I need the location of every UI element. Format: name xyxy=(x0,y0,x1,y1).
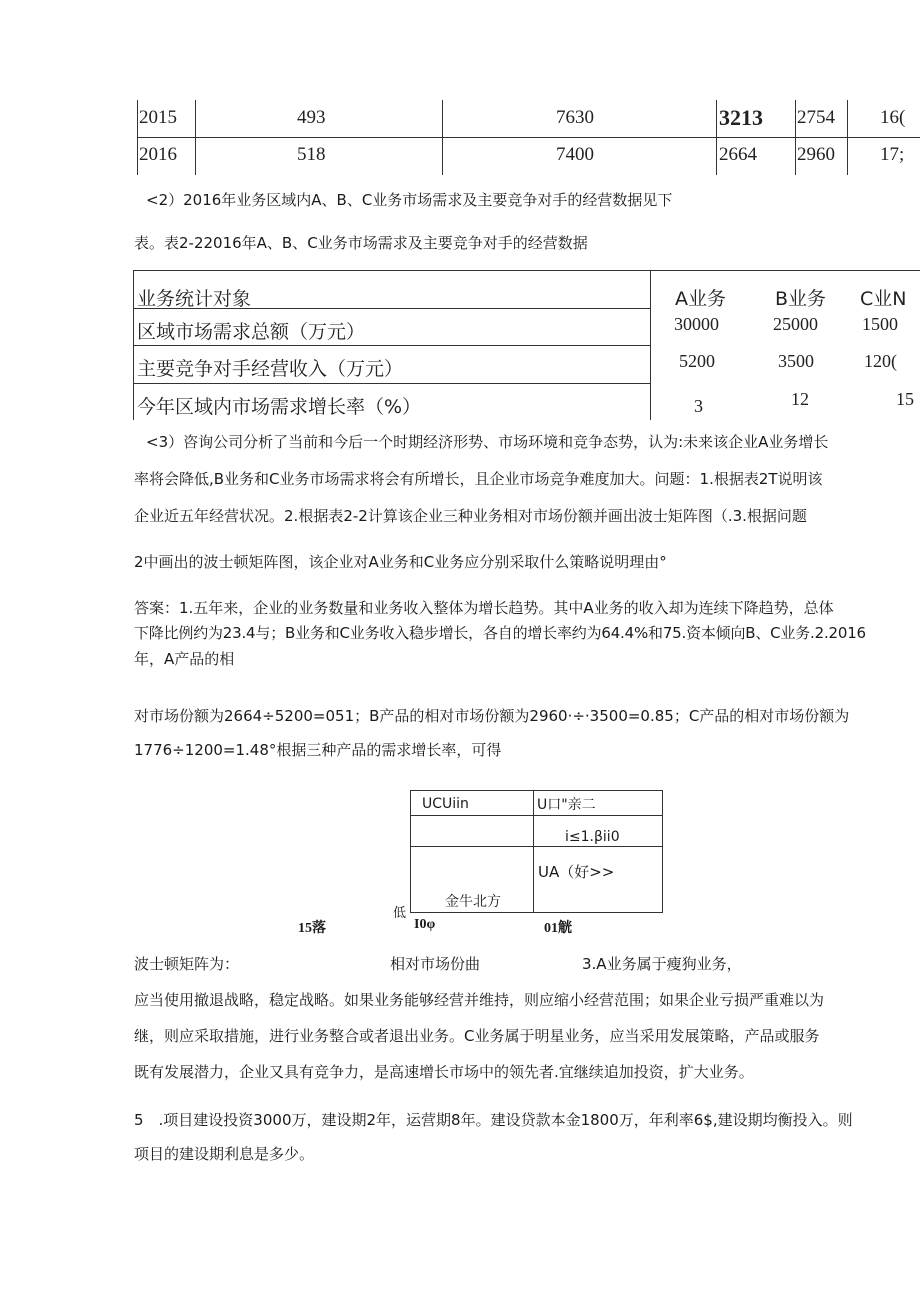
table-cell: 493 xyxy=(297,107,326,128)
matrix-axis-label: I0φ xyxy=(414,917,436,932)
table-cell: 25000 xyxy=(773,314,818,334)
row-label: 主要竞争对手经营收入（万元） xyxy=(137,358,404,380)
table-cell: 3500 xyxy=(778,351,814,371)
table-cell: 17; xyxy=(880,144,905,165)
table-2-caption: 表。表2-22016年A、B、C业务市场需求及主要竞争对手的经营数据 xyxy=(134,234,588,252)
matrix-x-axis-title: 相对市场份曲 xyxy=(390,955,481,973)
table-cell: 7400 xyxy=(556,144,594,165)
paragraph-line: 下降比例约为23.4与；B业务和C业务收入稳步增长，各自的增长率约为64.4%和75.资本倾向B、C业务.2.2016 xyxy=(134,624,866,642)
column-header: 业务统计对象 xyxy=(137,288,252,310)
table-cell: 30000 xyxy=(674,314,719,334)
table-cell: 2664 xyxy=(719,144,757,165)
column-header: B业务 xyxy=(775,288,827,310)
table-cell: 7630 xyxy=(556,107,594,128)
year-cell: 2016 xyxy=(139,144,177,165)
paragraph-line: 5 .项目建设投资3000万，建设期2年，运营期8年。建设贷款本金1800万，年利率6$,建设期均衡投入。则 xyxy=(134,1111,853,1129)
paragraph-line: 企业近五年经营状况。2.根据表2-2计算该企业三种业务相对市场份额并画出波士矩阵图（.3.根据问题 xyxy=(134,507,807,525)
answer-part-3: 3.A业务属于瘦狗业务， xyxy=(582,955,742,973)
section-line: <2）2016年业务区域内A、B、C业务市场需求及主要竞争对手的经营数据见下 xyxy=(146,191,673,209)
paragraph-line: 年，A产品的相 xyxy=(134,650,235,668)
table-cell: 3213 xyxy=(719,105,763,130)
paragraph-line: <3）咨询公司分析了当前和今后一个时期经济形势、市场环境和竞争态势，认为:未来该企业A业务增长 xyxy=(146,433,829,451)
paragraph-line: 项目的建设期利息是多少。 xyxy=(134,1145,315,1163)
matrix-caption: 波士顿矩阵为： xyxy=(134,955,240,973)
paragraph-line: 继，则应采取措施，进行业务整合或者退出业务。C业务属于明星业务，应当采用发展策略，产品或服务 xyxy=(134,1027,820,1045)
matrix-quadrant-label: U口"亲二 xyxy=(537,797,596,813)
table-cell: 1500 xyxy=(862,314,898,334)
matrix-axis-label: 01觥 xyxy=(544,921,572,936)
matrix-axis-label: 15落 xyxy=(298,921,326,936)
row-label: 今年区域内市场需求增长率（%） xyxy=(137,396,422,418)
table-cell: 16( xyxy=(880,107,906,128)
matrix-quadrant-label: 金牛北方 xyxy=(445,894,501,910)
paragraph-line: 率将会降低,B业务和C业务市场需求将会有所增长，且企业市场竞争难度加大。问题：1.根据表2T说明该 xyxy=(134,470,823,488)
paragraph-line: 应当使用撤退战略，稳定战略。如果业务能够经营并维持，则应缩小经营范围；如果企业亏损严重难以为 xyxy=(134,991,825,1009)
table-cell: 12 xyxy=(791,389,809,409)
table-cell: 15 xyxy=(896,389,914,409)
column-header: A业务 xyxy=(675,288,726,310)
row-label: 区域市场需求总额（万元） xyxy=(137,321,366,343)
matrix-axis-label: 低 xyxy=(393,906,407,921)
table-cell: 2960 xyxy=(797,144,835,165)
matrix-quadrant-label: i≤1.βii0 xyxy=(565,829,620,845)
paragraph-line: 2中画出的波士顿矩阵图，该企业对A业务和C业务应分别采取什么策略说明理由° xyxy=(134,553,667,571)
column-header: C业N xyxy=(860,288,907,310)
paragraph-line: 既有发展潜力，企业又具有竞争力，是高速增长市场中的领先者.宜继续追加投资，扩大业务。 xyxy=(134,1063,754,1081)
paragraph-line: 对市场份额为2664÷5200=051；B产品的相对市场份额为2960·÷·3500=0.85；C产品的相对市场份额为 xyxy=(134,707,850,725)
paragraph-line: 答案：1.五年来，企业的业务数量和业务收入整体为增长趋势。其中A业务的收入却为连续下降趋势，总体 xyxy=(134,599,834,617)
table-cell: 518 xyxy=(297,144,326,165)
matrix-quadrant-label: UA（好>> xyxy=(538,863,615,881)
paragraph-line: 1776÷1200=1.48°根据三种产品的需求增长率，可得 xyxy=(134,741,502,759)
year-cell: 2015 xyxy=(139,107,177,128)
table-cell: 5200 xyxy=(679,351,715,371)
table-cell: 120( xyxy=(864,351,897,371)
table-cell: 2754 xyxy=(797,107,835,128)
matrix-quadrant-label: UCUiin xyxy=(422,796,469,812)
table-cell: 3 xyxy=(694,396,703,416)
